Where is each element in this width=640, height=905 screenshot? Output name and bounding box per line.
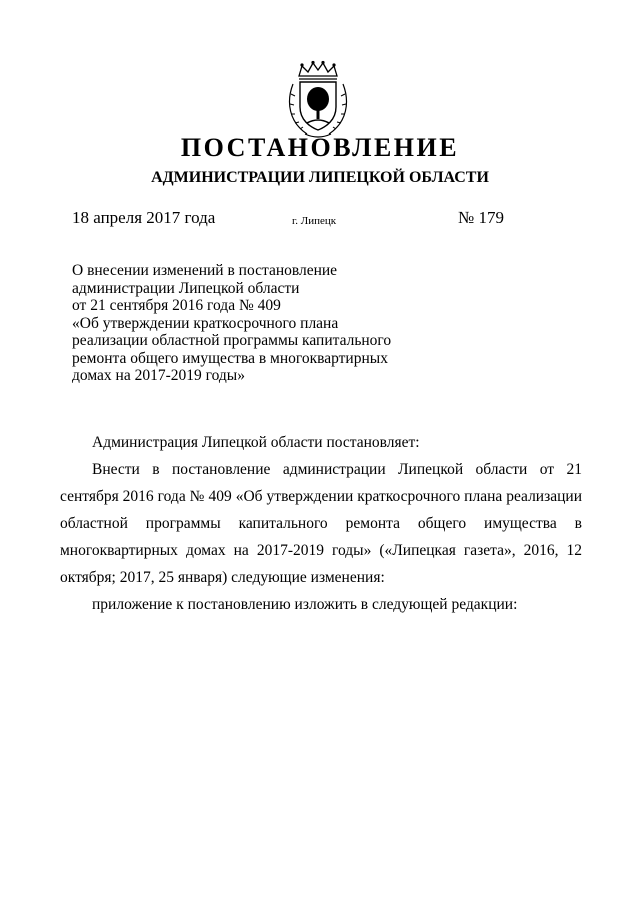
body-preamble: Администрация Липецкой области постановляет: xyxy=(92,434,420,451)
subject-line: О внесении изменений в постановление xyxy=(72,262,338,279)
subject-line: реализации областной программы капитального xyxy=(72,332,392,349)
subject-line: ремонта общего имущества в многоквартирных xyxy=(72,349,388,367)
issuing-authority: АДМИНИСТРАЦИИ ЛИПЕЦКОЙ ОБЛАСТИ xyxy=(151,169,489,186)
document-subject xyxy=(72,262,402,385)
subject-line: домах на 2017-2019 годы» xyxy=(72,367,245,384)
document-place: г. Липецк xyxy=(292,215,337,227)
body-instruction: приложение к постановлению изложить в следующей редакции: xyxy=(92,596,518,613)
subject-line: от 21 сентября 2016 года № 409 xyxy=(72,297,281,314)
subject-line: «Об утверждении краткосрочного плана xyxy=(72,314,339,332)
coat-of-arms-icon xyxy=(285,60,351,140)
document-body xyxy=(60,429,582,618)
document-number: № 179 xyxy=(458,208,504,227)
document-type-title: ПОСТАНОВЛЕНИЕ xyxy=(180,133,460,162)
body-main-paragraph: Внести в постановление администрации Липецкой области от 21 сентября 2016 года № 409 «Об утверждении краткосрочного плана реализации областной программы капитального ремонта общего имущества в многоквартирных домах на 2017-2019 годы» («Липецкая газета», 2016, 12 октября; 2017, 25 января) следующие изменения: xyxy=(60,461,582,586)
document-date: 18 апреля 2017 года xyxy=(72,208,216,227)
subject-line: администрации Липецкой области xyxy=(72,279,300,297)
